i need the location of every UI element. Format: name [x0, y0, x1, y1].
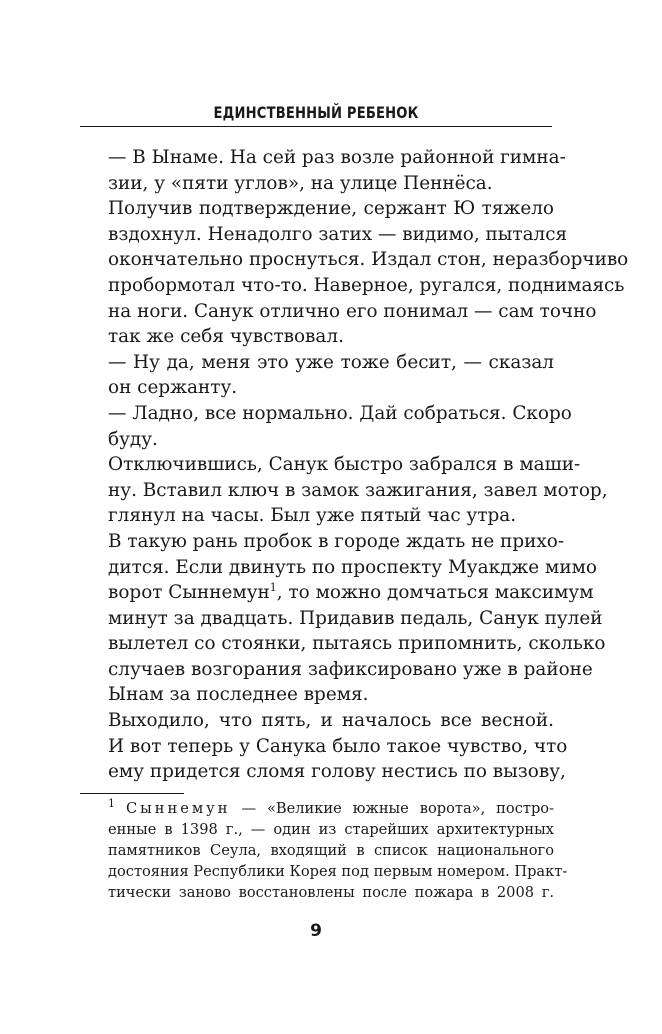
- footnote: [76, 797, 568, 903]
- text-line-with-footnote-ref: [76, 580, 594, 606]
- paragraph: [76, 196, 629, 350]
- text-line: Выходило, что пять, и началось все весной.: [108, 710, 554, 732]
- paragraph: [76, 452, 608, 529]
- footnote-reference: 1: [269, 580, 277, 594]
- text-line: окончательно проснуться. Издал стон, неразборчиво: [108, 249, 629, 271]
- text-line: — Ладно, все нормально. Дай собраться. Скоро: [108, 402, 572, 424]
- page-number: 9: [310, 921, 322, 941]
- paragraph: [76, 529, 606, 708]
- footnote-line: енные в 1398 г., — один из старейших архитектурных: [108, 821, 554, 838]
- text-line: зии, у «пяти углов», на улице Пеннёса.: [108, 172, 493, 194]
- footnote-text: — «Великие южные ворота», постро-: [230, 800, 554, 817]
- footnote-line: тически заново восстановлены после пожара в 2008 г.: [108, 884, 554, 901]
- text-line: Получив подтверждение, сержант Ю тяжело: [108, 198, 554, 220]
- footnote-rule: [80, 793, 184, 794]
- ref-text-after: , то можно домчаться максимум: [276, 582, 594, 604]
- text-line: вздохнул. Ненадолго затих — видимо, пытался: [108, 223, 568, 245]
- text-line: ну. Вставил ключ в замок зажигания, завел мотор,: [108, 479, 608, 501]
- text-line: он сержанту.: [108, 377, 238, 399]
- text-line: дится. Если двинуть по проспекту Муакдже мимо: [108, 556, 597, 578]
- footnote-term: Сыннемун: [125, 800, 231, 817]
- text-line: буду.: [108, 428, 158, 450]
- text-line: Ынам за последнее время.: [108, 684, 369, 706]
- paragraph: [76, 401, 572, 452]
- footnote-mark: 1: [108, 797, 115, 811]
- text-line: ему придется сломя голову нестись по вызову,: [108, 761, 566, 783]
- text-line: пробормотал что-то. Наверное, ругался, поднимаясь: [108, 274, 625, 296]
- footnote-paragraph: [76, 797, 568, 903]
- text-line: глянул на часы. Был уже пятый час утра.: [108, 505, 517, 527]
- text-line: В такую рань пробок в городе ждать не прихо-: [108, 530, 565, 552]
- header-rule: [80, 126, 552, 127]
- footnote-line: достояния Республики Корея под первым номером. Практ-: [108, 863, 568, 880]
- paragraph: [76, 708, 568, 785]
- text-line: вылетел со стоянки, пытаясь припомнить, сколько: [108, 633, 606, 655]
- running-head: ЕДИНСТВЕННЫЙ РЕБЕНОК: [213, 103, 419, 122]
- footnote-line: памятников Сеула, входящий в список национального: [108, 842, 554, 859]
- main-text: [76, 145, 629, 785]
- paragraph: [76, 350, 554, 401]
- text-line: — Ну да, меня это уже тоже бесит, — сказал: [108, 351, 554, 373]
- text-line: Отключившись, Санук быстро забрался в маши-: [108, 454, 581, 476]
- text-line: случаев возгорания зафиксировано уже в районе: [108, 658, 593, 680]
- text-line: на ноги. Санук отлично его понимал — сам точно: [108, 300, 597, 322]
- paragraph: [76, 145, 566, 196]
- text-line: так же себя чувствовал.: [108, 326, 344, 348]
- text-line: — В Ынаме. На сей раз возле районной гимна-: [108, 147, 566, 168]
- footnote-line: [76, 798, 554, 819]
- text-line: минут за двадцать. Придавив педаль, Санук пулей: [108, 607, 603, 629]
- text-line: И вот теперь у Санука было такое чувство, что: [108, 735, 568, 757]
- ref-text-before: ворот Сыннемун: [108, 582, 270, 604]
